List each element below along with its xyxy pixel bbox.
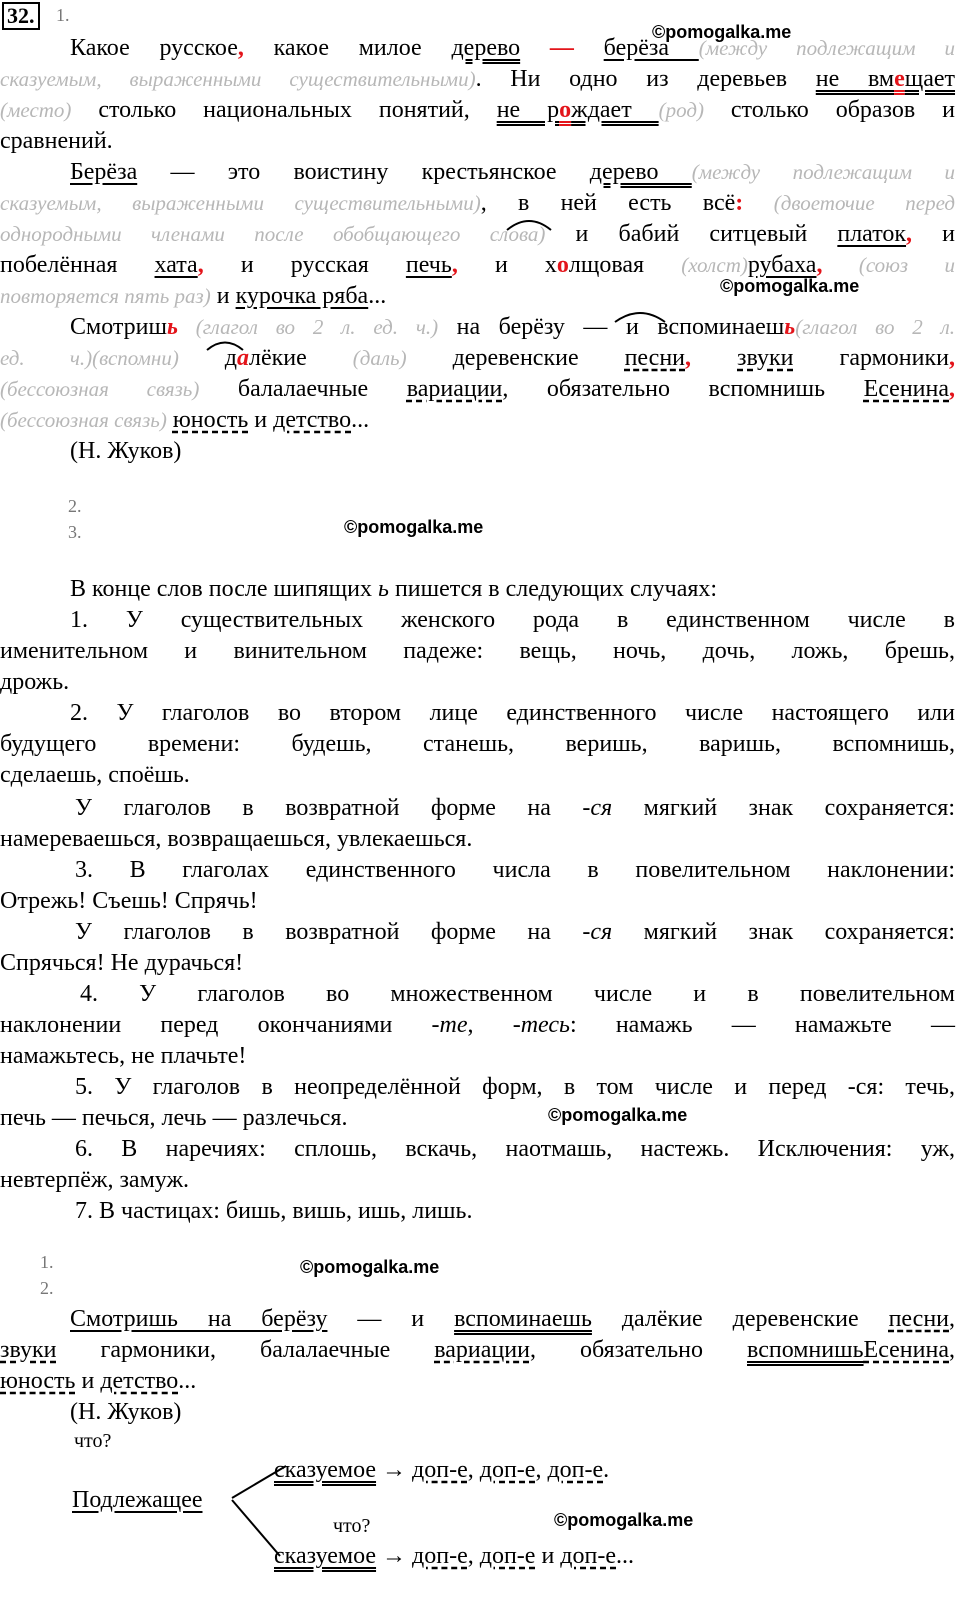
rule-line: печь — печься, лечь — разлечься. bbox=[0, 1105, 348, 1131]
watermark: ©pomogalka.me bbox=[344, 517, 484, 537]
author: (Н. Жуков) bbox=[70, 438, 182, 464]
text-line: повторяется пять раз) и курочка ряба... bbox=[0, 283, 387, 309]
watermark: ©pomogalka.me bbox=[554, 1510, 694, 1530]
item-number: 1. bbox=[40, 1252, 54, 1272]
rule-line: 2. У глаголов во втором лице единственного числе настоящего или bbox=[70, 700, 955, 726]
root-arc-mark bbox=[505, 216, 553, 232]
text-line: сказуемым, выраженными существительными). Ни одно из деревьев не вмещает bbox=[0, 66, 956, 92]
question-label: что? bbox=[74, 1430, 112, 1452]
text-line: ед. ч.)(вспомни) далёкие (даль) деревенские песни, звуки гармоники, bbox=[0, 345, 955, 371]
rule-line: 1. У существительных женского рода в единственном числе в bbox=[70, 607, 955, 633]
rule-line: 4. У глаголов во множественном числе и в повелительном bbox=[80, 981, 955, 1007]
text-line: юность и детство... bbox=[0, 1368, 197, 1394]
rule-line: сделаешь, споёшь. bbox=[0, 762, 190, 788]
subject-label: Подлежащее bbox=[72, 1487, 203, 1513]
item-number: 3. bbox=[68, 522, 82, 542]
rule-line: наклонении перед окончаниями -те, -тесь: намажь — намажьте — bbox=[0, 1012, 956, 1038]
question-label: что? bbox=[333, 1515, 371, 1537]
rule-line: намажьтесь, не плачьте! bbox=[0, 1043, 247, 1069]
watermark: ©pomogalka.me bbox=[300, 1257, 440, 1277]
text-line: Смотришь на берёзу — и вспоминаешь далёкие деревенские песни, bbox=[70, 1306, 956, 1332]
rule-line: У глаголов в возвратной форме на -ся мягкий знак сохраняется: bbox=[75, 919, 955, 945]
rule-line: 7. В частицах: бишь, вишь, ишь, лишь. bbox=[75, 1198, 473, 1224]
rule-line: невтерпёж, замуж. bbox=[0, 1167, 190, 1193]
rule-line: 3. В глаголах единственного числа в повелительном наклонении: bbox=[75, 857, 955, 883]
text-line: сравнений. bbox=[0, 128, 113, 154]
rule-line: 6. В наречиях: сплошь, вскачь, наотмашь, настежь. Исключения: уж, bbox=[75, 1136, 955, 1162]
exercise-number: 32. bbox=[2, 2, 40, 30]
watermark: ©pomogalka.me bbox=[548, 1105, 688, 1125]
rule-line: намереваешься, возвращаешься, увлекаешься. bbox=[0, 826, 473, 852]
text-line: звуки гармоники, балалаечные вариации, обязательно вспомнишьЕсенина, bbox=[0, 1337, 955, 1363]
text-line: Какое русское, какое милое дерево — берёза (между подлежащим и bbox=[70, 35, 956, 61]
rule-line: У глаголов в возвратной форме на -ся мягкий знак сохраняется: bbox=[75, 795, 955, 821]
rule-line: 5. У глаголов в неопределённой форм, в том числе и перед -ся: течь, bbox=[75, 1074, 955, 1100]
text-line: (место) столько национальных понятий, не рождает (род) столько образов и bbox=[0, 97, 955, 123]
text-line: Смотришь (глагол во 2 л. ед. ч.) на берёзу — и вспоминаешь(глагол во 2 л. bbox=[70, 314, 955, 340]
rule-line: дрожь. bbox=[0, 669, 70, 695]
watermark: ©pomogalka.me bbox=[720, 276, 860, 296]
author: (Н. Жуков) bbox=[70, 1399, 182, 1425]
text-line: Берёза — это воистину крестьянское дерево (между подлежащим и bbox=[70, 159, 955, 185]
text-line: (бессоюзная связь) юность и детство... bbox=[0, 407, 370, 433]
rules-intro: В конце слов после шипящих ь пишется в следующих случаях: bbox=[70, 576, 718, 602]
text-line: (бессоюзная связь) балалаечные вариации, обязательно вспомнишь Есенина, bbox=[0, 376, 956, 402]
rule-line: Отрежь! Съешь! Спрячь! bbox=[0, 888, 258, 914]
text-line: сказуемым, выраженными существительными), в ней есть всё: (двоеточие перед bbox=[0, 190, 955, 216]
predicate-line: сказуемое → доп-е, доп-е и доп-е... bbox=[274, 1543, 634, 1569]
text-line: однородными членами после обобщающего слова) и бабий ситцевый платок, и bbox=[0, 221, 956, 247]
item-number: 2. bbox=[40, 1278, 54, 1298]
rule-line: Спрячься! Не дурачься! bbox=[0, 950, 244, 976]
item-number: 1. bbox=[56, 5, 70, 25]
watermark: ©pomogalka.me bbox=[652, 22, 792, 42]
text-line: побелённая хата, и русская печь, и холщовая (холст)рубаха, (союз и bbox=[0, 252, 955, 278]
rule-line: будущего времени: будешь, станешь, веришь, варишь, вспомнишь, bbox=[0, 731, 955, 757]
predicate-line: сказуемое → доп-е, доп-е, доп-е. bbox=[274, 1457, 610, 1483]
rule-line: именительном и винительном падеже: вещь, ночь, дочь, ложь, брешь, bbox=[0, 638, 955, 664]
item-number: 2. bbox=[68, 496, 82, 516]
